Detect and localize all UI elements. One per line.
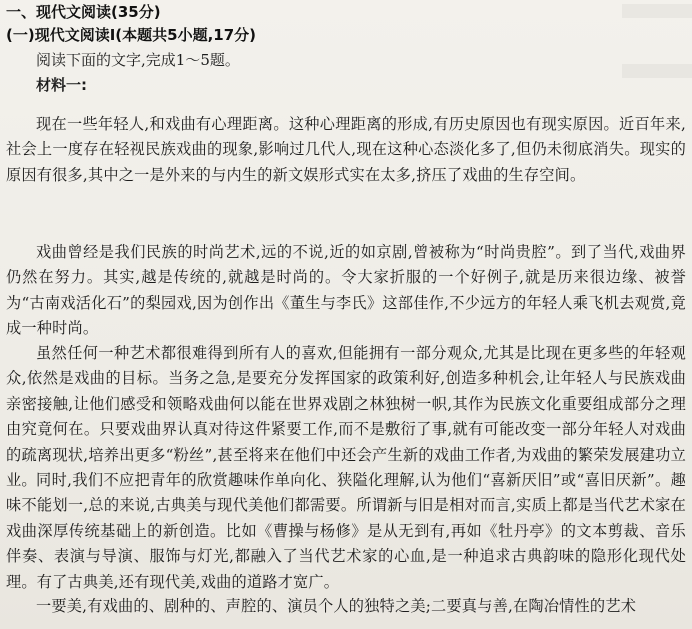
- paragraph-1: 现在一些年轻人,和戏曲有心理距离。这种心理距离的形成,有历史原因也有现实原因。近百年来,社会上一度存在轻视民族戏曲的现象,影响过几代人,现在这种心态淡化多了,但仍未彻底消失。现实的原因有很多,其中之一是外来的与内生的新文娱形式实在太多,挤压了戏曲的生存空间。: [6, 115, 686, 184]
- paragraph-4: 同时,我们不应把青年的欣赏趣味作单向化、狭隘化理解,认为他们“喜新厌旧”或“喜旧厌新”。趣味不能划一,总的来说,古典美与现代美他们都需要。所谓新与旧是相对而言,实质上都是当代艺术家在戏曲深厚传统基础上的新创造。比如《曹操与杨修》是从无到有,再如《牡丹亭》的文本剪裁、音乐伴奏、表演与导演、服饰与灯光,都融入了当代艺术家的心血,是一种追求古典韵味的隐形化现代处理。有了古典美,还有现代美,戏曲的道路才宽广。: [6, 471, 686, 591]
- subsection-title: (一)现代文阅读Ⅰ(本题共5小题,17分): [6, 26, 257, 44]
- paragraph-3: 虽然任何一种艺术都很难得到所有人的喜欢,但能拥有一部分观众,尤其是比现在更多些的年轻观众,依然是戏曲的目标。当务之急,是要充分发挥国家的政策利好,创造多种机会,让年轻人与民族戏曲亲密接触,让他们感受和领略戏曲何以能在世界戏剧之林独树一帜,其作为民族文化重要组成部分之理由究竟何在。只要戏曲界认真对待这件紧要工作,而不是敷衍了事,就有可能改变一部分年轻人对戏曲的疏离现状,培养出更多“粉丝”,甚至将来在他们中还会产生新的戏曲工作者,为戏曲的繁荣发展建功立业。: [6, 344, 686, 490]
- section-title: 一、现代文阅读(35分): [6, 3, 161, 21]
- material-label: 材料一:: [36, 76, 87, 94]
- bleed-through-mark: [622, 64, 692, 78]
- paragraph-2: 戏曲曾经是我们民族的时尚艺术,远的不说,近的如京剧,曾被称为“时尚贵腔”。到了当代,戏曲界仍然在努力。其实,越是传统的,就越是时尚的。令大家折服的一个好例子,就是历来很边缘、被誉为“古南戏活化石”的梨园戏,因为创作出《董生与李氏》这部佳作,不少远方的年轻人乘飞机去观赏,竟成一种时尚。: [6, 243, 686, 338]
- paragraph-5: 一要美,有戏曲的、剧种的、声腔的、演员个人的独特之美;二要真与善,在陶冶情性的艺术: [36, 597, 637, 615]
- reading-instruction: 阅读下面的文字,完成1～5题。: [36, 51, 240, 69]
- bleed-through-mark: [622, 4, 692, 18]
